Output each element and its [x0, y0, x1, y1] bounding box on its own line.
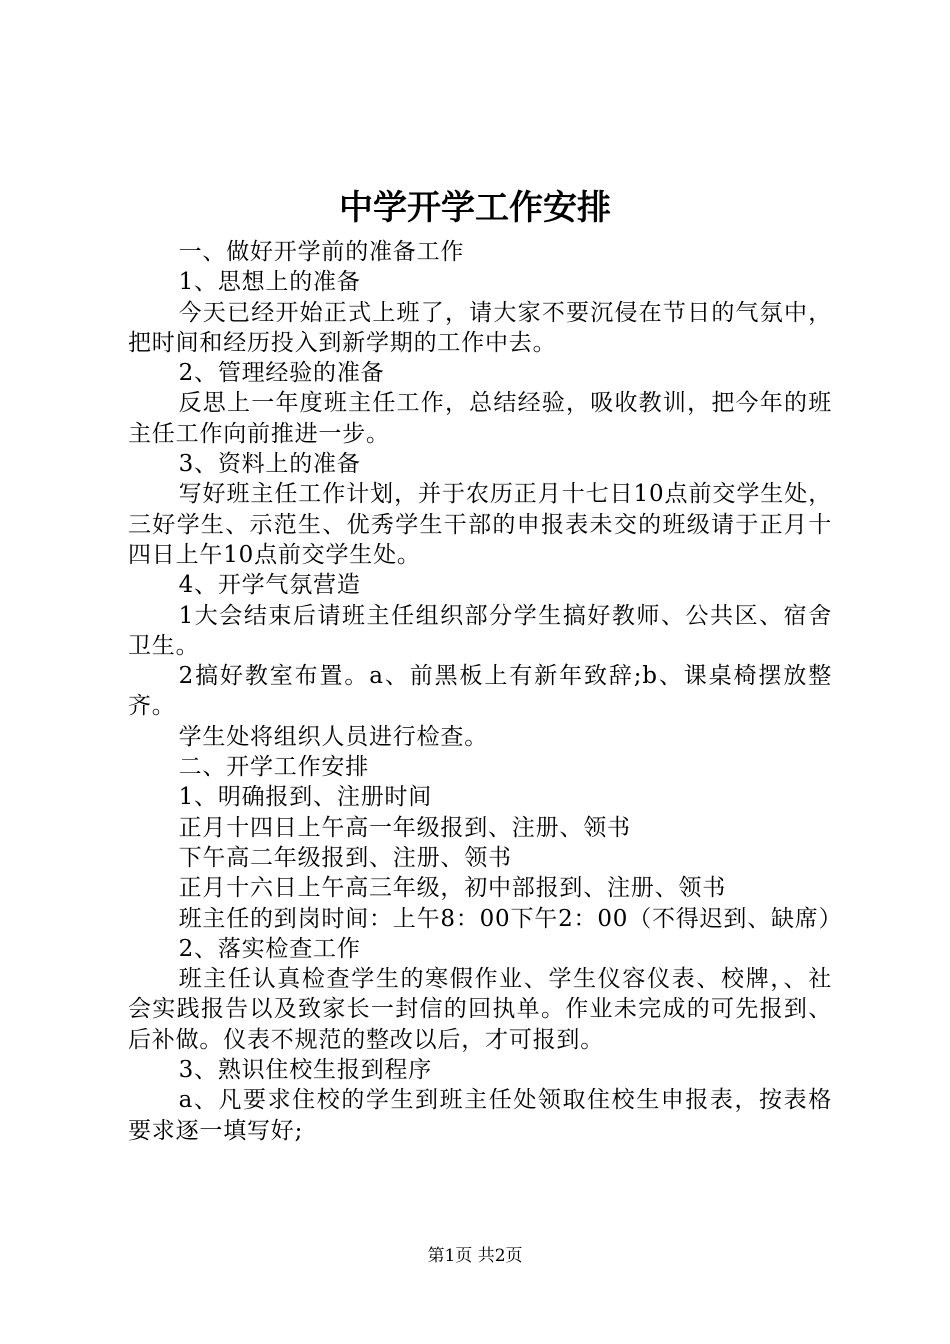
subsection-heading: 3、资料上的准备 — [178, 451, 361, 478]
body-paragraph: 1大会结束后请班主任组织部分学生搞好教师、公共区、宿舍卫生。 — [128, 602, 832, 659]
body-paragraph: 写好班主任工作计划，并于农历正月十七日10点前交学生处，三好学生、示范生、优秀学生干部的申报表未交的班级请于正月十四日上午10点前交学生处。 — [128, 481, 832, 568]
subsection-heading: 2、管理经验的准备 — [178, 360, 385, 387]
subsection-heading: 4、开学气氛营造 — [178, 572, 361, 599]
body-paragraph: 今天已经开始正式上班了，请大家不要沉侵在节日的气氛中，把时间和经历投入到新学期的工作中去。 — [128, 299, 832, 356]
subsection-heading: 1、思想上的准备 — [178, 269, 361, 296]
body-paragraph: 正月十六日上午高三年级，初中部报到、注册、领书 — [178, 875, 726, 902]
subsection-heading: 1、明确报到、注册时间 — [178, 784, 433, 811]
subsection-heading: 2、落实检查工作 — [178, 935, 361, 962]
body-paragraph: 2搞好教室布置。a、前黑板上有新年致辞;b、课桌椅摆放整齐。 — [128, 663, 832, 720]
section-heading: 二、开学工作安排 — [178, 754, 369, 781]
body-paragraph: 下午高二年级报到、注册、领书 — [178, 844, 512, 871]
body-paragraph: a、凡要求住校的学生到班主任处领取住校生申报表，按表格要求逐一填写好; — [128, 1087, 832, 1144]
body-paragraph: 反思上一年度班主任工作，总结经验，吸收教训，把今年的班主任工作向前推进一步。 — [128, 390, 832, 447]
body-paragraph: 班主任认真检查学生的寒假作业、学生仪容仪表、校牌，、社会实践报告以及致家长一封信的回执单。作业未完成的可先报到、后补做。仪表不规范的整改以后，才可报到。 — [128, 966, 832, 1053]
page-number-footer: 第1页 共2页 — [427, 1246, 523, 1266]
body-paragraph: 学生处将组织人员进行检查。 — [178, 723, 488, 750]
document-body — [128, 237, 843, 1146]
document-title: 中学开学工作安排 — [339, 188, 611, 228]
section-heading: 一、做好开学前的准备工作 — [178, 239, 465, 265]
body-paragraph: 正月十四日上午高一年级报到、注册、领书 — [178, 814, 631, 841]
subsection-heading: 3、熟识住校生报到程序 — [178, 1057, 433, 1084]
body-paragraph: 班主任的到岗时间：上午8：00下午2：00（不得迟到、缺席） — [178, 905, 843, 932]
